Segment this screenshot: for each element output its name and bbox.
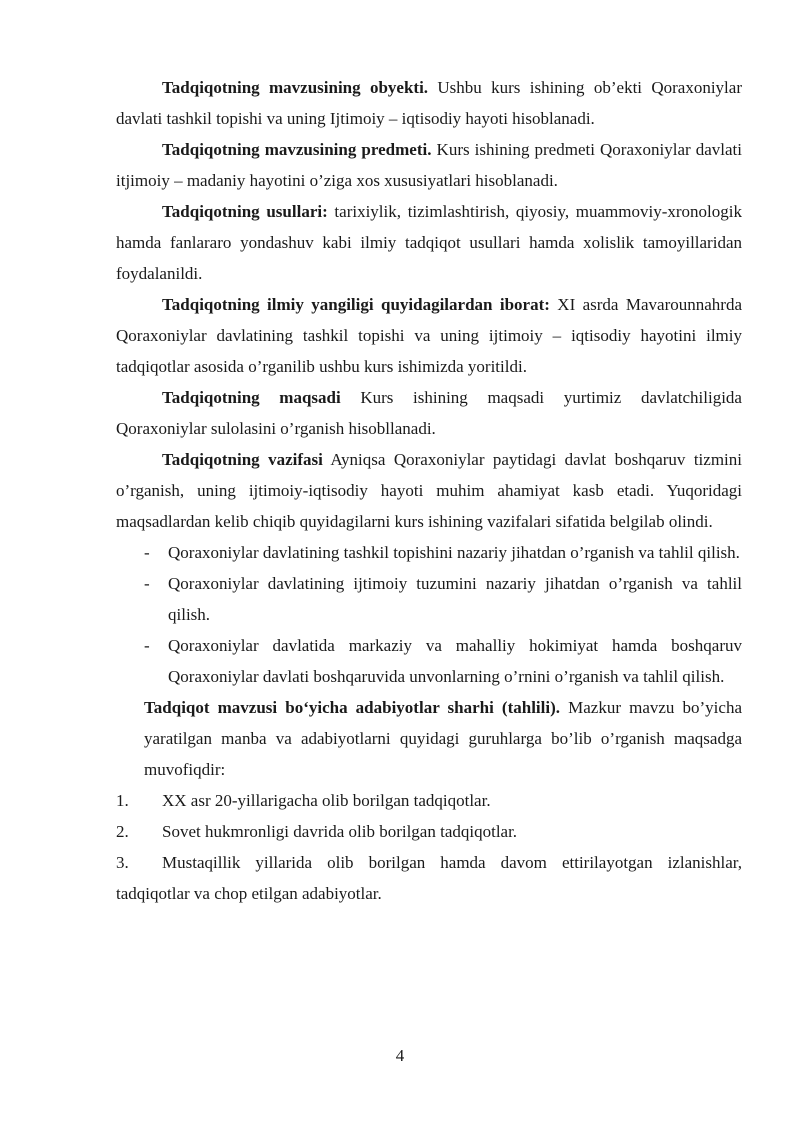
paragraph-subject <box>116 134 742 196</box>
list-item <box>116 568 742 630</box>
paragraph-text: Kurs ishining maqsadi yurtimiz davlatchiligida Qoraxoniylar sulolasini o’rganish hisobllanadi. <box>116 388 742 438</box>
paragraph-heading: Tadqiqotning vazifasi <box>162 450 323 469</box>
list-item <box>116 847 742 909</box>
paragraph-heading: Tadqiqotning mavzusining predmeti. <box>162 140 432 159</box>
page-number: 4 <box>395 1046 405 1065</box>
paragraph-goal <box>116 382 742 444</box>
paragraph-heading: Tadqiqotning ilmiy yangiligi quyidagilardan iborat: <box>162 295 550 314</box>
list-dash: - <box>144 636 150 655</box>
paragraph-literature-review <box>116 692 742 785</box>
list-number: 3. <box>116 853 129 872</box>
list-item <box>116 816 742 847</box>
paragraph-methods <box>116 196 742 289</box>
list-item-text: Qoraxoniylar davlatining tashkil topishini nazariy jihatdan o’rganish va tahlil qilish. <box>168 543 740 562</box>
paragraph-text: Ayniqsa Qoraxoniylar paytidagi davlat boshqaruv tizmini o’rganish, uning ijtimoiy-iqtisodiy hayoti muhim ahamiyat kasb etadi. Yuqoridagi maqsadlardan kelib chiqib quyidagilarni kurs ishining vazifalari sifatida belgilab olindi. <box>116 450 742 531</box>
list-dash: - <box>144 543 150 562</box>
literature-groups-list <box>116 785 742 909</box>
list-number: 1. <box>116 791 129 810</box>
paragraph-text: Ushbu kurs ishining ob’ekti Qoraxoniylar davlati tashkil topishi va uning Ijtimoiy – iqtisodiy hayoti hisoblanadi. <box>116 78 742 128</box>
paragraph-text: tarixiylik, tizimlashtirish, qiyosiy, muammoviy-xronologik hamda fanlararo yondashuv kabi ilmiy tadqiqot usullari hamda xolislik tamoyillaridan foydalanildi. <box>116 202 742 283</box>
paragraph-heading: Tadqiqot mavzusi bo‘yicha adabiyotlar sharhi (tahlili). <box>144 698 561 717</box>
list-item-text: Sovet hukmronligi davrida olib borilgan tadqiqotlar. <box>162 822 518 841</box>
paragraph-heading: Tadqiqotning mavzusining obyekti. <box>162 78 429 97</box>
paragraph-heading: Tadqiqotning usullari: <box>162 202 328 221</box>
document-page <box>116 72 742 909</box>
list-item <box>116 630 742 692</box>
task-list <box>116 537 742 692</box>
paragraph-text: Kurs ishining predmeti Qoraxoniylar davlati itjimoiy – madaniy hayotini o’ziga xos xususiyatlari hisoblanadi. <box>116 140 742 190</box>
list-number: 2. <box>116 822 129 841</box>
paragraph-text: Mazkur mavzu bo’yicha yaratilgan manba va adabiyotlarni quyidagi guruhlarga bo’lib o’rganish maqsadga muvofiqdir: <box>144 698 742 779</box>
paragraph-text: XI asrda Mavarounnahrda Qoraxoniylar davlatining tashkil topishi va uning ijtimoiy – iqtisodiy hayotini ilmiy tadqiqotlar asosida o’rganilib ushbu kurs ishimizda yoritildi. <box>116 295 742 376</box>
paragraph-novelty <box>116 289 742 382</box>
list-item-text: Qoraxoniylar davlatining ijtimoiy tuzumini nazariy jihatdan o’rganish va tahlil qilish. <box>168 574 742 624</box>
list-item <box>116 537 742 568</box>
paragraph-tasks <box>116 444 742 537</box>
list-item <box>116 785 742 816</box>
list-item-text: XX asr 20-yillarigacha olib borilgan tadqiqotlar. <box>162 791 491 810</box>
list-item-text: Mustaqillik yillarida olib borilgan hamda davom ettirilayotgan izlanishlar, tadqiqotlar va chop etilgan adabiyotlar. <box>116 853 742 903</box>
list-dash: - <box>144 574 150 593</box>
list-item-text: Qoraxoniylar davlatida markaziy va mahalliy hokimiyat hamda boshqaruv Qoraxoniylar davlati boshqaruvida unvonlarning o’rnini o’rganish va tahlil qilish. <box>168 636 742 686</box>
paragraph-heading: Tadqiqotning maqsadi <box>162 388 341 407</box>
paragraph-object <box>116 72 742 134</box>
